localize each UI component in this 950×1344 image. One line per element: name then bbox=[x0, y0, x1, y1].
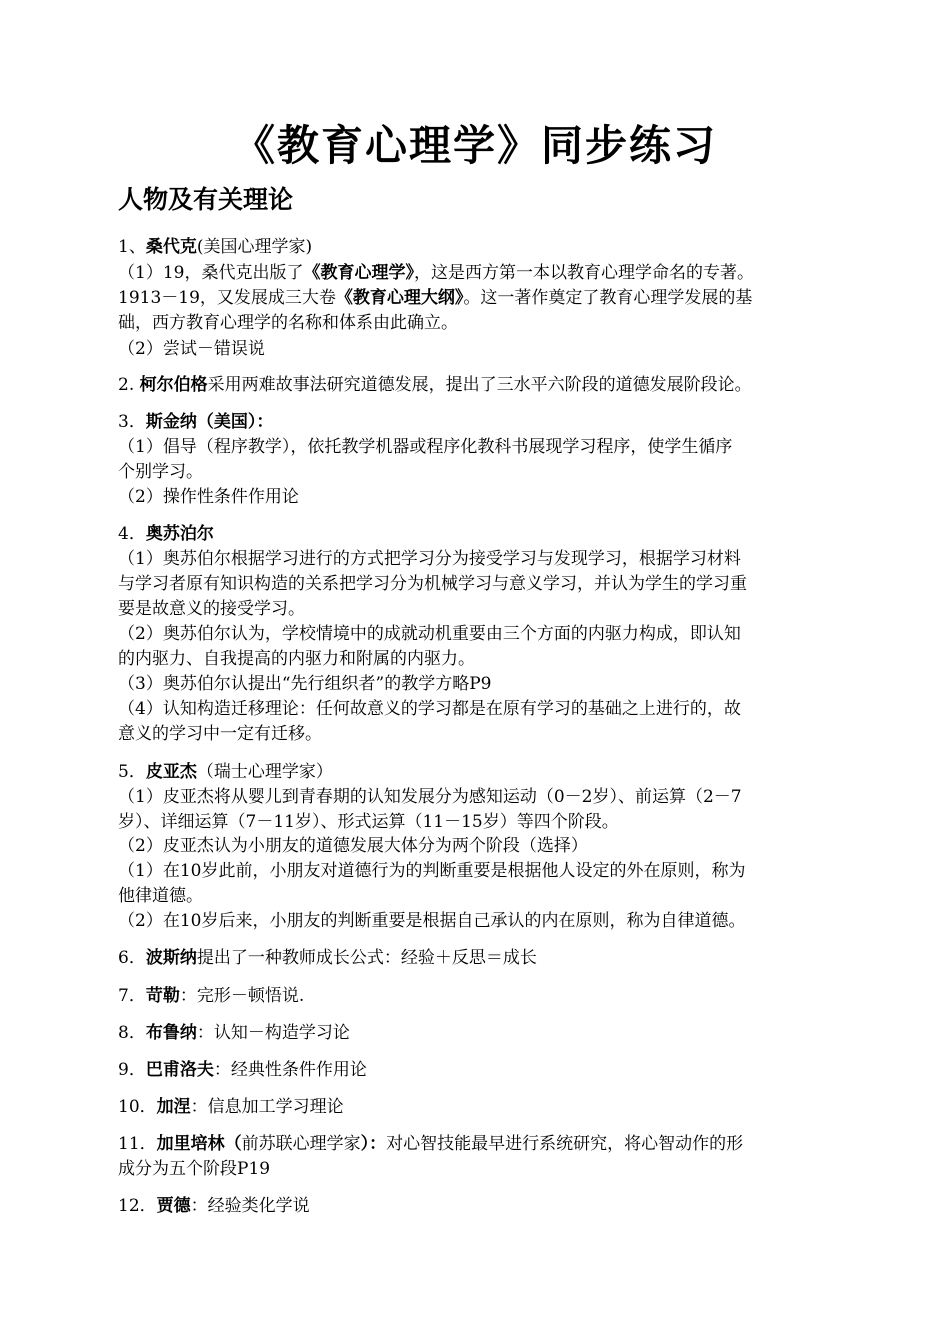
entry-heading: 2. 柯尔伯格采用两难故事法研究道德发展，提出了三水平六阶段的道德发展阶段论。 bbox=[118, 375, 752, 395]
person-name: 奥苏泊尔 bbox=[145, 524, 214, 544]
book-title: 《教育心理学》 bbox=[303, 263, 414, 283]
page-title: 《教育心理学》同步练习 bbox=[232, 121, 717, 170]
entry-heading: 7．苛勒：完形－顿悟说. bbox=[118, 986, 305, 1006]
entry-heading: 9．巴甫洛夫：经典性条件作用论 bbox=[118, 1060, 367, 1080]
text-line: 的内驱力、自我提高的内驱力和附属的内驱力。 bbox=[118, 649, 475, 669]
entry-heading: 4．奥苏泊尔 bbox=[118, 524, 214, 544]
text-line: （1）皮亚杰将从婴儿到青春期的认知发展分为感知运动（0－2岁）、前运算（2－7 bbox=[118, 787, 742, 807]
person-name: 波斯纳 bbox=[145, 948, 197, 968]
entry-heading: 11．加里培林（前苏联心理学家）：对心智技能最早进行系统研究，将心智动作的形 bbox=[118, 1134, 744, 1154]
entry-heading: 5．皮亚杰（瑞士心理学家） bbox=[118, 762, 333, 782]
text-line: （3）奥苏伯尔认提出“先行组织者”的教学方略P9 bbox=[118, 674, 492, 694]
text-line: （4）认知构造迁移理论：任何故意义的学习都是在原有学习的基础之上进行的，故 bbox=[118, 699, 741, 719]
entry-heading: 3．斯金纳（美国）： bbox=[118, 412, 274, 432]
text-line: （1）在10岁此前，小朋友对道德行为的判断重要是根据他人设定的外在原则，称为 bbox=[118, 861, 746, 881]
text-line: 意义的学习中一定有迁移。 bbox=[118, 724, 322, 744]
text-line: 1913－19，又发展成三大卷《教育心理大纲》。这一著作奠定了教育心理学发展的基 bbox=[118, 288, 753, 308]
text-line: 与学习者原有知识构造的关系把学习分为机械学习与意义学习，并认为学生的学习重 bbox=[118, 574, 747, 594]
text-line: （2）奥苏伯尔认为，学校情境中的成就动机重要由三个方面的内驱力构成，即认知 bbox=[118, 624, 741, 644]
text-line: （2）操作性条件作用论 bbox=[118, 487, 299, 507]
entry-heading: 6．波斯纳提出了一种教师成长公式：经验＋反思＝成长 bbox=[118, 948, 537, 968]
person-name: 布鲁纳 bbox=[145, 1023, 197, 1043]
person-name: 苛勒 bbox=[145, 986, 180, 1006]
person-name: 皮亚杰 bbox=[145, 762, 197, 782]
person-name: 斯金纳（美国）： bbox=[145, 412, 274, 432]
entry-heading: 10．加涅：信息加工学习理论 bbox=[118, 1097, 344, 1117]
entry-heading: 1、桑代克(美国心理学家) bbox=[118, 237, 313, 257]
book-title: 《教育心理大纲》 bbox=[335, 288, 464, 308]
person-name: 桑代克 bbox=[145, 237, 197, 257]
person-name: 加里培林（ bbox=[156, 1134, 242, 1154]
text-line: （1）倡导（程序教学），依托教学机器或程序化教科书展现学习程序，使学生循序 bbox=[118, 437, 733, 457]
text-line: （2）尝试－错误说 bbox=[118, 339, 265, 359]
text-line: 岁）、详细运算（7－11岁）、形式运算（11－15岁）等四个阶段。 bbox=[118, 812, 619, 832]
text-line: 要是故意义的接受学习。 bbox=[118, 599, 305, 619]
text-line: 成分为五个阶段P19 bbox=[118, 1159, 271, 1179]
text-line: （2）在10岁后来，小朋友的判断重要是根据自己承认的内在原则，称为自律道德。 bbox=[118, 911, 746, 931]
text-line: 个别学习。 bbox=[118, 462, 203, 482]
person-name: 柯尔伯格 bbox=[139, 375, 208, 395]
text-line: 础，西方教育心理学的名称和体系由此确立。 bbox=[118, 313, 458, 333]
entry-heading: 12．贾德：经验类化学说 bbox=[118, 1196, 310, 1216]
text-line: （1）奥苏伯尔根据学习进行的方式把学习分为接受学习与发现学习，根据学习材料 bbox=[118, 549, 741, 569]
section-heading: 人物及有关理论 bbox=[118, 185, 294, 214]
person-name: 加涅 bbox=[156, 1097, 191, 1117]
entry-heading: 8．布鲁纳：认知－构造学习论 bbox=[118, 1023, 350, 1043]
person-name: 贾德 bbox=[156, 1196, 191, 1216]
person-name: 巴甫洛夫 bbox=[145, 1060, 214, 1080]
text-line: 他律道德。 bbox=[118, 886, 203, 906]
text-line: （1）19，桑代克出版了《教育心理学》，这是西方第一本以教育心理学命名的专著。 bbox=[118, 263, 754, 283]
text-line: （2）皮亚杰认为小朋友的道德发展大体分为两个阶段（选择） bbox=[118, 836, 588, 856]
